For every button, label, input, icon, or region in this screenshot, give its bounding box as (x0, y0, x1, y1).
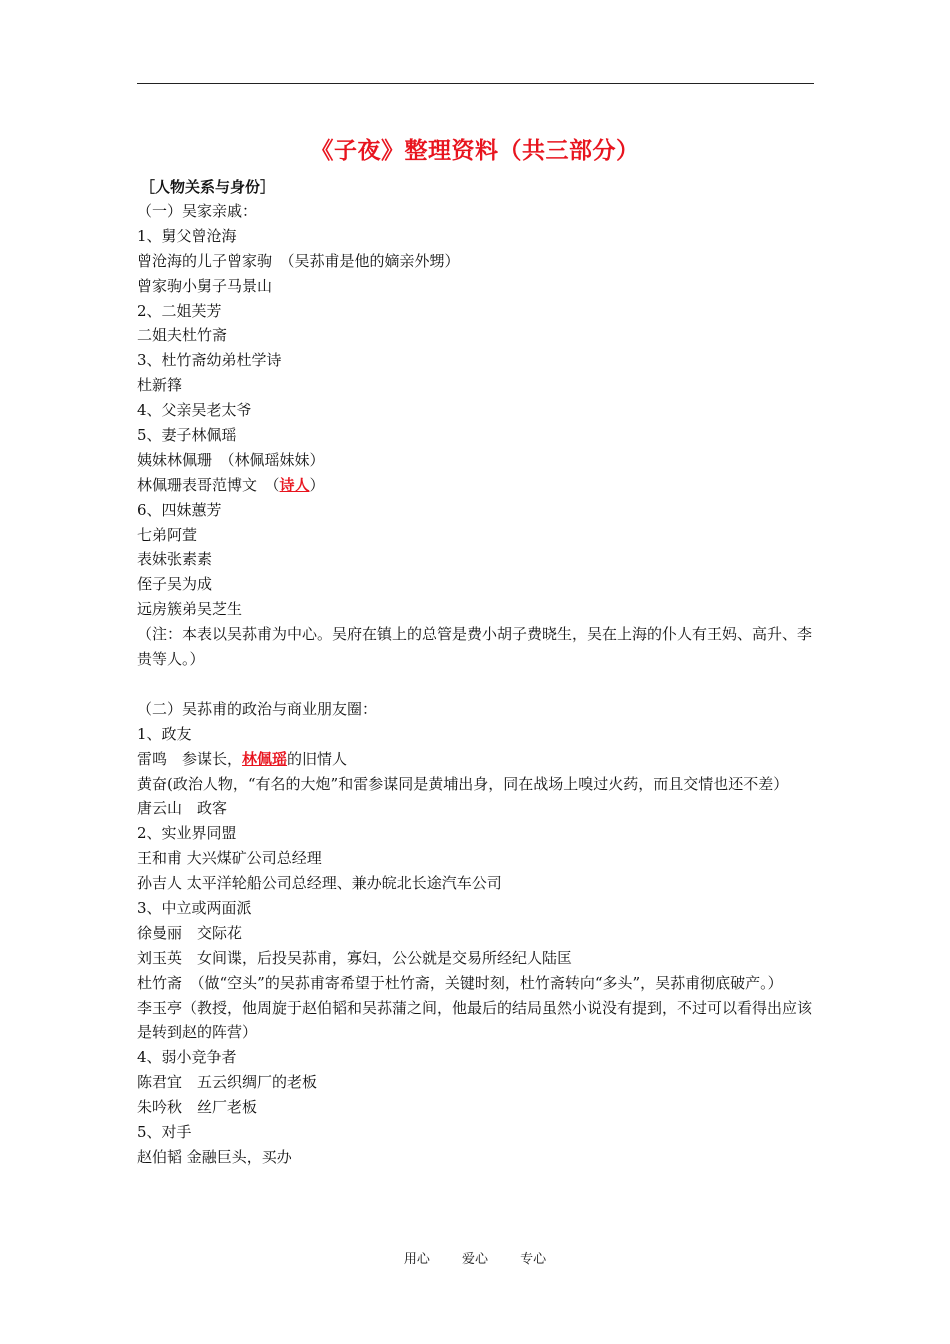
poet-line-text: 林佩珊表哥范博文 （ (137, 475, 280, 494)
page-title: 《子夜》整理资料（共三部分） (310, 138, 640, 164)
list-item (137, 473, 815, 498)
list-item: 孙吉人 太平洋轮船公司总经理、兼办皖北长途汽车公司 (137, 874, 502, 893)
footer-text-3: 专心 (520, 1252, 547, 1267)
list-item: 3、杜竹斋幼弟杜学诗 (137, 351, 282, 370)
list-item: 6、四妹蕙芳 (137, 500, 222, 519)
list-item: 朱吟秋 丝厂老板 (137, 1098, 258, 1117)
spacer (137, 672, 815, 697)
list-item: 2、二姐芙芳 (137, 301, 222, 320)
list-item: 赵伯韬 金融巨头，买办 (137, 1147, 292, 1166)
document-body (137, 199, 815, 1170)
list-item: 5、妻子林佩瑶 (137, 426, 237, 445)
list-item: 杜新箨 (137, 376, 183, 395)
list-item: 李玉亭（教授，他周旋于赵伯韬和吴荪蒲之间，他最后的结局虽然小说没有提到，不过可以看得出应该是转到赵的阵营） (137, 998, 813, 1042)
subheading: 3、中立或两面派 (137, 898, 252, 917)
page-footer (0, 1248, 950, 1267)
list-item: 黄奋(政治人物，“有名的大炮”和雷参谋同是黄埔出身，同在战场上嗅过火药，而且交情也还不差） (137, 774, 789, 793)
list-item: 杜竹斋 （做“空头”的吴荪甫寄希望于杜竹斋，关键时刻，杜竹斋转向“多头”，吴荪甫彻底破产。） (137, 973, 783, 992)
poet-line-close: ） (309, 475, 325, 494)
list-item: 曾家驹小舅子马景山 (137, 276, 273, 295)
subheading: 1、政友 (137, 724, 192, 743)
footer-text-2: 爱心 (461, 1252, 488, 1267)
list-item: 1、舅父曾沧海 (137, 226, 237, 245)
list-item: 表妹张素素 (137, 550, 213, 569)
list-item: 远房簇弟吴芝生 (137, 600, 243, 619)
list-item: 徐曼丽 交际花 (137, 923, 243, 942)
footer-text-1: 用心 (403, 1252, 430, 1267)
list-item: 姨妹林佩珊 （林佩瑶妹妹） (137, 450, 325, 469)
subheading: 2、实业界同盟 (137, 824, 237, 843)
list-item: 曾沧海的儿子曾家驹 （吴荪甫是他的嫡亲外甥） (137, 251, 460, 270)
subheading: 4、弱小竞争者 (137, 1048, 237, 1067)
header-rule (137, 83, 814, 84)
leiming-text: 雷鸣 参谋长， (137, 749, 243, 768)
list-item: 侄子吴为成 (137, 575, 213, 594)
list-item: 二姐夫杜竹斋 (137, 326, 228, 345)
linpeiyao-link[interactable]: 林佩瑶 (242, 749, 288, 768)
list-item: 王和甫 大兴煤矿公司总经理 (137, 849, 322, 868)
subheading: 5、对手 (137, 1123, 192, 1142)
part1-heading: （一）吴家亲戚： (137, 202, 258, 220)
part2-heading: （二）吴荪甫的政治与商业朋友圈： (137, 699, 378, 718)
list-item: 刘玉英 女间谍，后投吴荪甫，寡妇，公公就是交易所经纪人陆匡 (137, 948, 573, 967)
poet-link[interactable]: 诗人 (279, 475, 310, 494)
part1-note: （注：本表以吴荪甫为中心。吴府在镇上的总管是费小胡子费晓生，吴在上海的仆人有王妈、高升、李贵等人。） (137, 625, 813, 669)
leiming-suffix: 的旧情人 (287, 749, 348, 768)
list-item: 七弟阿萱 (137, 525, 198, 544)
list-item (137, 747, 815, 772)
section-heading: ［人物关系与身份］ (140, 178, 276, 196)
list-item: 唐云山 政客 (137, 799, 228, 818)
list-item: 4、父亲吴老太爷 (137, 401, 252, 420)
list-item: 陈君宜 五云织绸厂的老板 (137, 1073, 318, 1092)
